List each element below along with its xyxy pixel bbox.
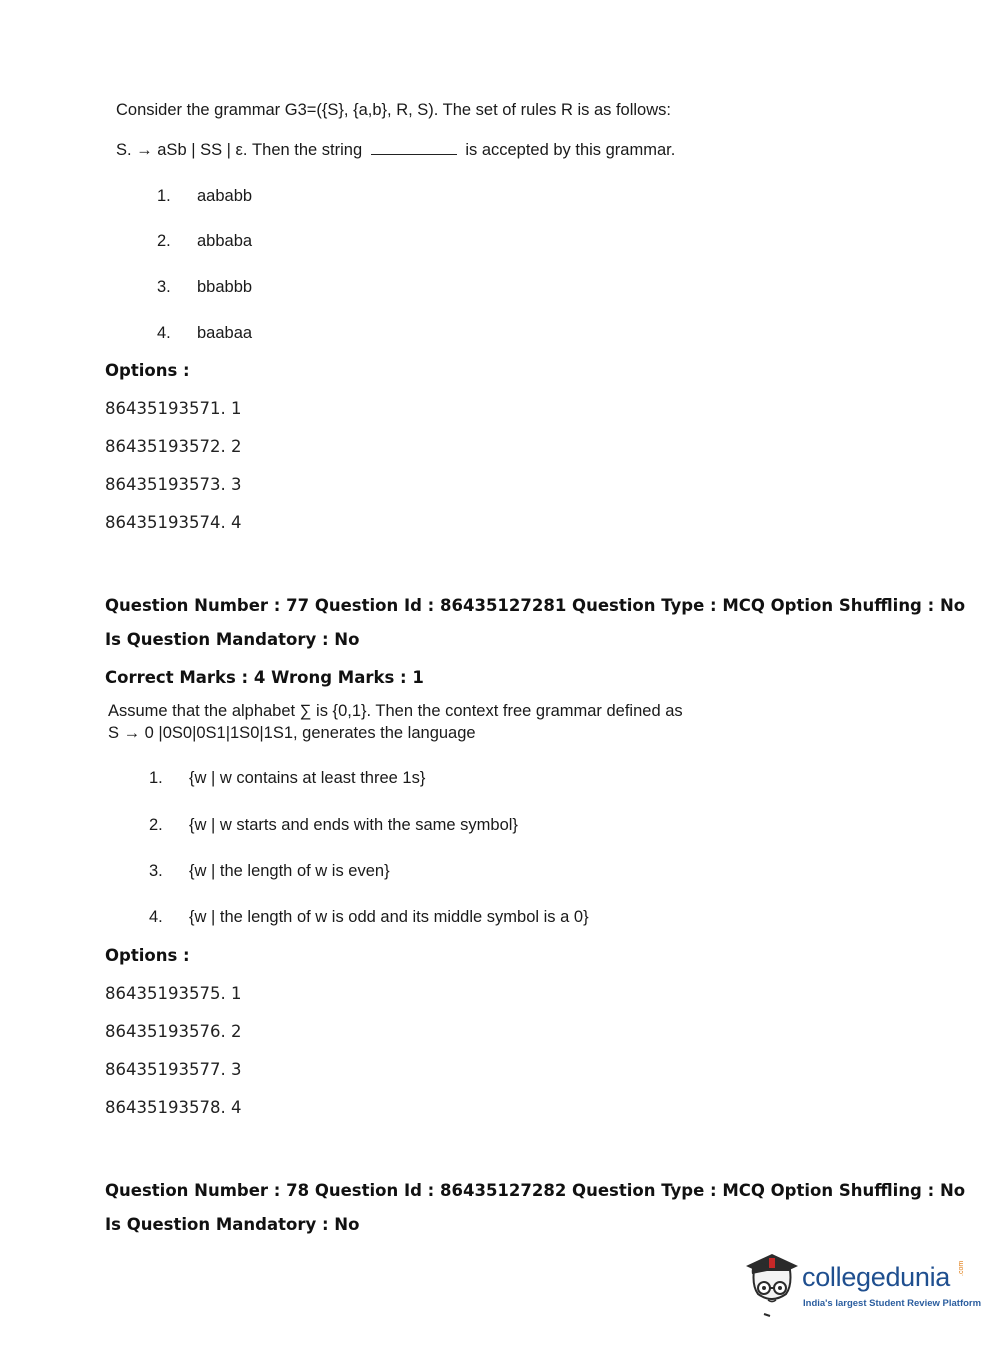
choice-text: {w | the length of w is even} [189,862,390,880]
q76-option-3: 86435193573. 3 [105,475,242,494]
q77-mandatory: Is Question Mandatory : No [105,630,360,649]
q77-choice-3 [149,862,390,881]
q78-header: Question Number : 78 Question Id : 86435127282 Question Type : MCQ Option Shuffling : No [105,1181,966,1200]
choice-text: {w | the length of w is odd and its middle symbol is a 0} [189,908,589,926]
answer-blank [371,140,457,155]
choice-number: 3. [149,862,163,880]
choice-number: 4. [149,908,163,926]
q76-choice-1 [157,187,252,206]
q76-stem-line2-start: S. → aSb | SS | ε. Then the string [116,141,363,159]
q76-option-1: 86435193571. 1 [105,399,242,418]
choice-text: abbaba [197,232,253,250]
choice-number: 1. [157,187,171,205]
q76-options-label: Options : [105,361,190,380]
q77-choice-1 [149,769,425,788]
collegedunia-logo [742,1250,982,1322]
q77-option-3: 86435193577. 3 [105,1060,242,1079]
choice-text: bbabbb [197,278,253,296]
logo-com: .com [958,1260,965,1276]
choice-text: {w | w starts and ends with the same symbol} [189,816,518,834]
choice-number: 3. [157,278,171,296]
q76-stem-line2 [116,140,675,160]
choice-number: 2. [149,816,163,834]
q77-option-2: 86435193576. 2 [105,1022,242,1041]
choice-number: 4. [157,324,171,342]
logo-tagline: India's largest Student Review Platform [803,1298,982,1309]
q78-mandatory: Is Question Mandatory : No [105,1215,360,1234]
choice-number: 2. [157,232,171,250]
logo-name: collegedunia [802,1262,951,1292]
q77-stem-line1: Assume that the alphabet ∑ is {0,1}. Then the context free grammar defined as [108,702,683,720]
q76-stem-line1: Consider the grammar G3=({S}, {a,b}, R, S). The set of rules R is as follows: [116,101,671,119]
q76-stem-line2-end: is accepted by this grammar. [465,141,676,159]
q76-option-2: 86435193572. 2 [105,437,242,456]
q77-marks: Correct Marks : 4 Wrong Marks : 1 [105,668,424,687]
q76-option-4: 86435193574. 4 [105,513,242,532]
q77-choice-4 [149,908,589,927]
q77-header: Question Number : 77 Question Id : 86435127281 Question Type : MCQ Option Shuffling : No [105,596,966,615]
choice-text: baabaa [197,324,253,342]
q77-options-label: Options : [105,946,190,965]
q77-stem-line2: S → 0 |0S0|0S1|1S0|1S1, generates the language [108,724,476,742]
q77-option-1: 86435193575. 1 [105,984,242,1003]
q77-choice-2 [149,816,518,835]
q76-choice-4 [157,324,252,343]
q76-choice-3 [157,278,252,297]
choice-text: {w | w contains at least three 1s} [189,769,426,787]
q76-choice-2 [157,232,252,251]
q77-option-4: 86435193578. 4 [105,1098,242,1117]
mascot-graduation-cap-icon [742,1250,802,1320]
choice-text: aababb [197,187,253,205]
choice-number: 1. [149,769,163,787]
